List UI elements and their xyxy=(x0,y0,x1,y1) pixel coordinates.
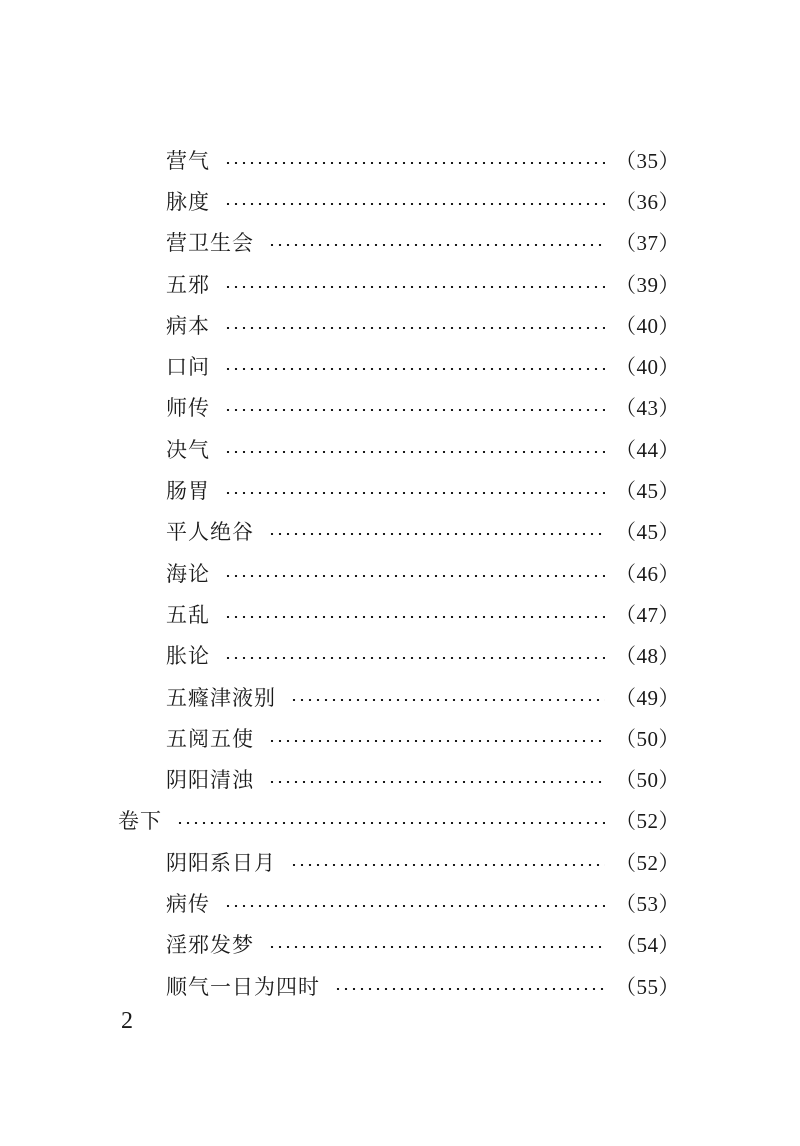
toc-entry-page: （50） xyxy=(615,726,680,751)
toc-entry-page: （40） xyxy=(615,355,680,380)
toc-entry-page: （37） xyxy=(615,231,680,256)
toc-entry[interactable] xyxy=(0,263,680,304)
toc-entry[interactable] xyxy=(0,841,680,882)
toc-entry-title: 阴阳系日月 xyxy=(166,850,276,875)
toc-entry-title: 肠胃 xyxy=(166,479,210,504)
toc-entry-page: （53） xyxy=(615,891,680,916)
toc-entry[interactable] xyxy=(0,469,680,510)
toc-entry[interactable] xyxy=(0,758,680,799)
dot-leader xyxy=(224,657,605,659)
toc-entry-page: （52） xyxy=(615,809,680,834)
toc-entry-title: 五乱 xyxy=(166,602,210,627)
dot-leader xyxy=(224,286,605,288)
toc-entry[interactable] xyxy=(0,180,680,221)
toc-entry-page: （43） xyxy=(615,396,680,421)
toc-entry-title: 病本 xyxy=(166,313,210,338)
dot-leader xyxy=(224,492,605,494)
toc-entry-title: 口问 xyxy=(166,355,210,380)
toc-entry-title: 顺气一日为四时 xyxy=(166,974,320,999)
table-of-contents xyxy=(0,139,800,1006)
toc-entry[interactable] xyxy=(0,511,680,552)
toc-entry-title: 卷下 xyxy=(118,809,162,834)
toc-entry[interactable] xyxy=(0,428,680,469)
toc-entry-page: （44） xyxy=(615,437,680,462)
toc-entry-page: （52） xyxy=(615,850,680,875)
dot-leader xyxy=(268,781,605,783)
toc-entry-page: （45） xyxy=(615,520,680,545)
toc-entry-title: 阴阳清浊 xyxy=(166,768,254,793)
toc-entry-title: 胀论 xyxy=(166,644,210,669)
dot-leader xyxy=(224,616,605,618)
toc-section-entry[interactable] xyxy=(0,800,680,841)
toc-entry-page: （50） xyxy=(615,768,680,793)
toc-entry[interactable] xyxy=(0,304,680,345)
toc-entry-page: （39） xyxy=(615,272,680,297)
toc-entry-title: 营气 xyxy=(166,148,210,173)
dot-leader xyxy=(224,905,605,907)
toc-entry-page: （35） xyxy=(615,148,680,173)
toc-entry-page: （55） xyxy=(615,974,680,999)
toc-entry-page: （40） xyxy=(615,313,680,338)
dot-leader xyxy=(268,244,605,246)
toc-entry-page: （36） xyxy=(615,189,680,214)
toc-entry[interactable] xyxy=(0,882,680,923)
toc-entry-page: （48） xyxy=(615,644,680,669)
dot-leader xyxy=(334,988,605,990)
toc-entry-title: 决气 xyxy=(166,437,210,462)
dot-leader xyxy=(268,740,605,742)
toc-entry-title: 病传 xyxy=(166,891,210,916)
toc-entry[interactable] xyxy=(0,717,680,758)
toc-entry-title: 五癃津液别 xyxy=(166,685,276,710)
toc-entry[interactable] xyxy=(0,635,680,676)
dot-leader xyxy=(224,409,605,411)
toc-entry-page: （47） xyxy=(615,602,680,627)
toc-entry[interactable] xyxy=(0,222,680,263)
toc-entry-title: 脉度 xyxy=(166,189,210,214)
toc-entry[interactable] xyxy=(0,552,680,593)
dot-leader xyxy=(224,575,605,577)
toc-entry-title: 平人绝谷 xyxy=(166,520,254,545)
dot-leader xyxy=(224,368,605,370)
toc-entry[interactable] xyxy=(0,139,680,180)
toc-entry[interactable] xyxy=(0,924,680,965)
dot-leader xyxy=(290,699,605,701)
toc-entry-page: （49） xyxy=(615,685,680,710)
dot-leader xyxy=(290,864,605,866)
toc-entry-title: 五阅五使 xyxy=(166,726,254,751)
toc-entry[interactable] xyxy=(0,593,680,634)
toc-entry-title: 海论 xyxy=(166,561,210,586)
toc-entry-title: 营卫生会 xyxy=(166,231,254,256)
dot-leader xyxy=(224,451,605,453)
toc-entry[interactable] xyxy=(0,387,680,428)
dot-leader xyxy=(268,946,605,948)
toc-entry-page: （54） xyxy=(615,933,680,958)
dot-leader xyxy=(268,533,605,535)
toc-entry-title: 淫邪发梦 xyxy=(166,933,254,958)
dot-leader xyxy=(224,203,605,205)
toc-entry[interactable] xyxy=(0,676,680,717)
page-number: 2 xyxy=(121,1008,133,1034)
dot-leader xyxy=(224,162,605,164)
toc-entry-title: 五邪 xyxy=(166,272,210,297)
dot-leader xyxy=(224,327,605,329)
toc-entry[interactable] xyxy=(0,965,680,1006)
toc-entry-page: （46） xyxy=(615,561,680,586)
dot-leader xyxy=(176,822,605,824)
toc-entry[interactable] xyxy=(0,345,680,386)
toc-entry-title: 师传 xyxy=(166,396,210,421)
toc-entry-page: （45） xyxy=(615,479,680,504)
